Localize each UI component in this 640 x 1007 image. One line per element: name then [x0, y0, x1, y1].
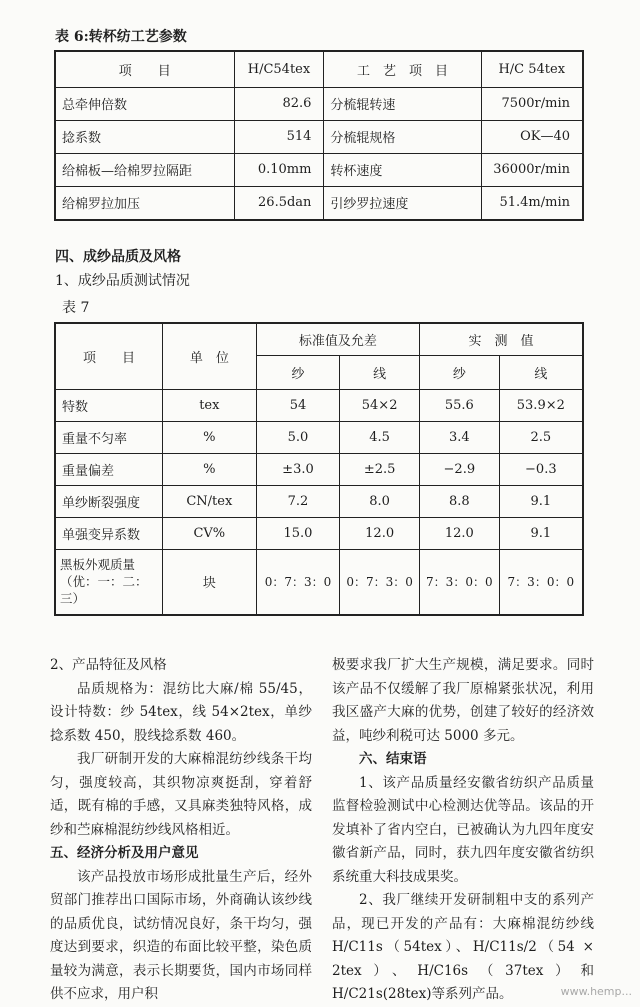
- table6-cell: 分梳辊转速: [324, 87, 481, 120]
- table6-header-item: 项 目: [55, 51, 234, 87]
- table7-cell: 5.0: [256, 421, 340, 453]
- table7: [54, 322, 584, 616]
- table6-cell: 36000r/min: [481, 153, 583, 186]
- table-row: [55, 485, 583, 517]
- table7-cell-unit: tex: [162, 389, 256, 421]
- table6-cell: 给棉罗拉加压: [55, 186, 234, 220]
- paragraph: 1、该产品质量经安徽省纺织产品质量监督检验测试中心检测达优等品。该品的开发填补了省内空白，已被确认为九四年度安徽省新产品，同时，获九四年度安徽省纺织系统重大科技成果奖。: [332, 774, 594, 885]
- table7-cell: 8.8: [419, 485, 499, 517]
- paragraph: 2、我厂继续开发研制粗中支的系列产品，现已开发的产品有：大麻棉混纺纱线 H/C11s（54tex）、H/C11s/2（54 × 2tex）、H/C16s（37tex）和 H/C21s(28tex)等系列产品。: [332, 892, 594, 1002]
- table7-header-std: 标准值及允差: [256, 323, 419, 355]
- table7-cell: 55.6: [419, 389, 499, 421]
- table7-cell: 12.0: [419, 517, 499, 549]
- table7-cell: 12.0: [340, 517, 420, 549]
- paragraph: 品质规格为：混纺比大麻/棉 55/45，设计特数：纱 54tex，线 54×2tex，单纱捻系数 450，股线捻系数 460。: [50, 680, 312, 744]
- paragraph: 我厂研制开发的大麻棉混纺纱线条干均匀，强度较高，其织物凉爽挺刮，穿着舒适，既有棉的手感，又具麻类独特风格，成纱和苎麻棉混纺纱线风格相近。: [50, 751, 312, 838]
- table6-cell: 51.4m/min: [481, 186, 583, 220]
- table6-cell: 514: [234, 120, 324, 153]
- table-row: [55, 453, 583, 485]
- table7-cell-item: 单强变异系数: [55, 517, 162, 549]
- table-row: [55, 549, 583, 615]
- table7-cell-item: 特数: [55, 389, 162, 421]
- table6-cell: 26.5dan: [234, 186, 324, 220]
- table7-cell: ±3.0: [256, 453, 340, 485]
- table7-cell: 3.4: [419, 421, 499, 453]
- table7-cell: 54: [256, 389, 340, 421]
- table7-cell-item: 单纱断裂强度: [55, 485, 162, 517]
- table6-header-value2: H/C 54tex: [481, 51, 583, 87]
- table7-header-thread: 线: [340, 355, 420, 389]
- table-row: [55, 517, 583, 549]
- watermark: www.hemp...: [560, 985, 632, 998]
- table7-cell-item: 重量偏差: [55, 453, 162, 485]
- table7-header-yarn: 纱: [256, 355, 340, 389]
- sub-heading-product-features: 2、产品特征及风格: [50, 657, 167, 673]
- table7-cell: 9.1: [499, 485, 583, 517]
- section6-heading: 六、结束语: [359, 751, 427, 767]
- table6-cell: 转杯速度: [324, 153, 481, 186]
- table6-cell: 给棉板—给棉罗拉隔距: [55, 153, 234, 186]
- table7-cell-unit: 块: [162, 549, 256, 615]
- table7-header-row: [55, 323, 583, 355]
- right-column: [332, 654, 594, 1007]
- table7-cell: −2.9: [419, 453, 499, 485]
- table7-cell: 2.5: [499, 421, 583, 453]
- table7-cell-unit: %: [162, 453, 256, 485]
- table7-cell-unit: CN/tex: [162, 485, 256, 517]
- table7-cell: 4.5: [340, 421, 420, 453]
- table-row: [55, 421, 583, 453]
- table6-cell: 捻系数: [55, 120, 234, 153]
- table-row: [55, 186, 583, 220]
- table7-cell: ±2.5: [340, 453, 420, 485]
- table7-header-yarn: 纱: [419, 355, 499, 389]
- section5-heading: 五、经济分析及用户意见: [50, 845, 199, 861]
- paragraph: 该产品投放市场形成批量生产后，经外贸部门推荐出口国际市场，外商确认该纱线的品质优良，试纺情况良好，条干均匀，强度达到要求，织造的布面比较平整，染色质量较为满意，表示长期要货，国内市场同样供不应求，用户积: [50, 868, 312, 1002]
- table7-header-measured: 实 测 值: [419, 323, 583, 355]
- table6: [54, 50, 584, 221]
- table6-cell: OK—40: [481, 120, 583, 153]
- paragraph: 极要求我厂扩大生产规模，满足要求。同时该产品不仅缓解了我厂原棉紧张状况，利用我区盛产大麻的优势，创建了较好的经济效益，吨纱利税可达 5000 多元。: [332, 657, 594, 744]
- table7-cell-unit: %: [162, 421, 256, 453]
- section4-title: 四、成纱品质及风格: [55, 249, 181, 265]
- table7-cell: 0：7：3：0: [340, 549, 420, 615]
- table7-cell: 9.1: [499, 517, 583, 549]
- table7-cell-item: 重量不匀率: [55, 421, 162, 453]
- table-row: [55, 120, 583, 153]
- table6-cell: 82.6: [234, 87, 324, 120]
- table7-header-unit: 单 位: [162, 323, 256, 389]
- table6-cell: 引纱罗拉速度: [324, 186, 481, 220]
- table7-cell-unit: CV%: [162, 517, 256, 549]
- table7-cell: 53.9×2: [499, 389, 583, 421]
- table7-cell: 7：3：0：0: [499, 549, 583, 615]
- table7-caption: 表 7: [62, 300, 90, 316]
- table7-cell: 54×2: [340, 389, 420, 421]
- table6-cell: 7500r/min: [481, 87, 583, 120]
- table7-cell: 0：7：3：0: [256, 549, 340, 615]
- table6-caption: 表 6:转杯纺工艺参数: [55, 29, 187, 45]
- table7-cell: 8.0: [340, 485, 420, 517]
- table7-cell: 15.0: [256, 517, 340, 549]
- table7-cell-item: 黑板外观质量（优：一：二：三）: [55, 549, 162, 615]
- section4-sub1: 1、成纱品质测试情况: [55, 273, 190, 289]
- table6-header-row: [55, 51, 583, 87]
- table7-cell: 7：3：0：0: [419, 549, 499, 615]
- table7-cell: 7.2: [256, 485, 340, 517]
- table-row: [55, 87, 583, 120]
- table7-cell: −0.3: [499, 453, 583, 485]
- table6-cell: 0.10mm: [234, 153, 324, 186]
- table6-header-process: 工 艺 项 目: [324, 51, 481, 87]
- left-column: [50, 654, 312, 1007]
- table6-header-value: H/C54tex: [234, 51, 324, 87]
- table6-cell: 分梳辊规格: [324, 120, 481, 153]
- table-row: [55, 389, 583, 421]
- table7-header-thread: 线: [499, 355, 583, 389]
- table-row: [55, 153, 583, 186]
- table7-header-item: 项 目: [55, 323, 162, 389]
- table6-cell: 总牵伸倍数: [55, 87, 234, 120]
